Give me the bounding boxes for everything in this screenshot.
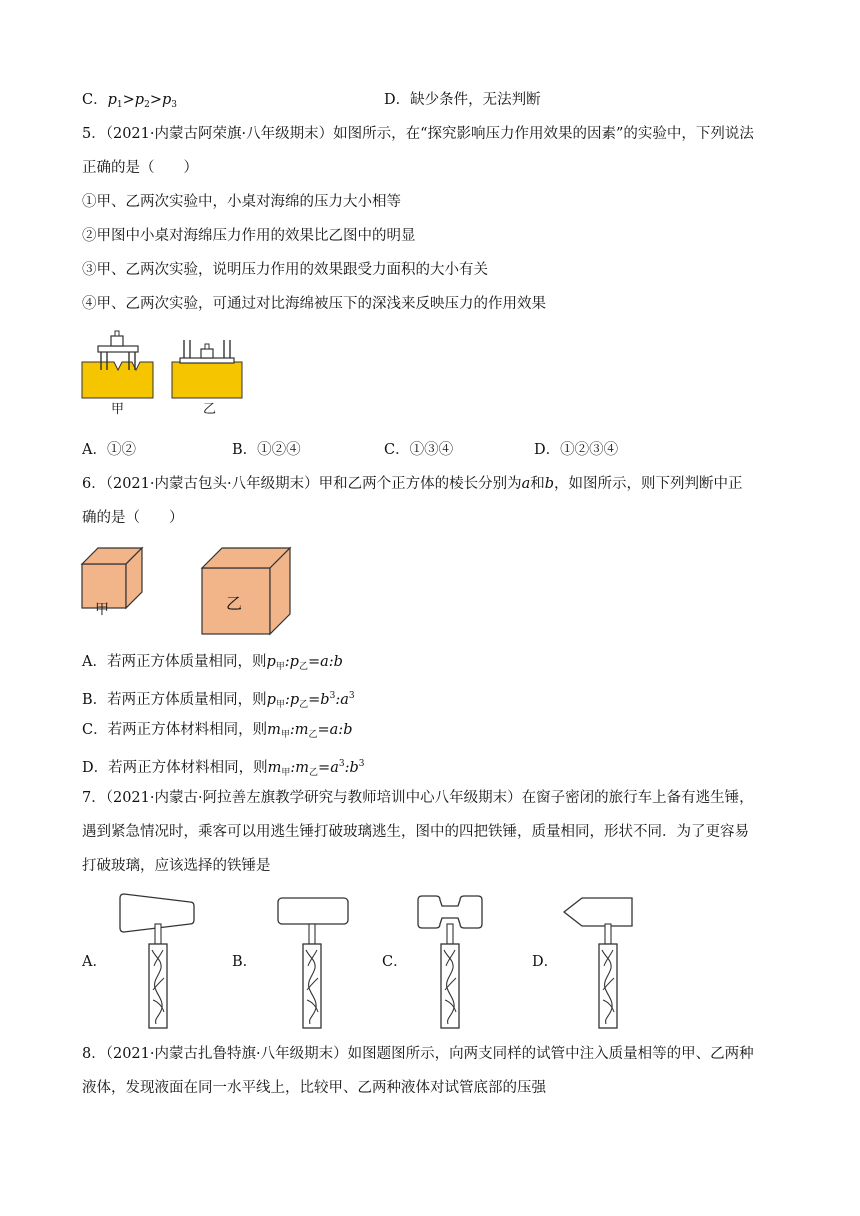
- superscript: 3: [329, 691, 336, 701]
- text: 和: [530, 476, 545, 492]
- q6-figure-cubes: [82, 546, 292, 636]
- cube-yi: [202, 548, 290, 634]
- subscript: 甲: [280, 730, 290, 740]
- superscript: 3: [348, 691, 355, 701]
- subscript: 3: [171, 100, 178, 110]
- option-label: C．: [82, 92, 108, 108]
- q7-option-a: A．: [82, 954, 107, 970]
- q5-statement-3: ③甲、乙两次实验，说明压力作用的效果跟受力面积的大小有关: [82, 262, 488, 278]
- expr: :a: [335, 692, 349, 708]
- var: p: [266, 692, 276, 708]
- subscript: 甲: [281, 768, 291, 778]
- q6-option-a: [82, 652, 343, 677]
- q6-stem-line1: [82, 474, 743, 494]
- var: m: [267, 760, 282, 776]
- q6-cube-label-yi: 乙: [226, 594, 243, 613]
- var-p: p: [134, 92, 145, 108]
- q6-cube-label-jia: 甲: [95, 602, 109, 618]
- hammer-c: [418, 896, 482, 1028]
- subscript: 1: [116, 100, 123, 110]
- expr: :b: [344, 760, 359, 776]
- var: :m: [289, 722, 309, 738]
- q7-stem-line1: 7．（2021·内蒙古·阿拉善左旗教学研究与教师培训中心八年级期末）在窗子密闭的旅行车上备有逃生锤，: [82, 790, 754, 806]
- q5-option-c: C．①③④: [384, 442, 454, 458]
- q7-option-d: D．: [532, 954, 559, 970]
- q7-stem-line2: 遇到紧急情况时，乘客可以用逃生锤打破玻璃逃生，图中的四把铁锤，质量相同，形状不同．为了更容易: [82, 824, 749, 840]
- subscript: 甲: [275, 662, 285, 672]
- q7-stem-line3: 打破玻璃，应该选择的铁锤是: [82, 858, 271, 874]
- q5-figure-sponge-experiments: [80, 328, 250, 398]
- q5-statement-2: ②甲图中小桌对海绵压力作用的效果比乙图中的明显: [82, 228, 416, 244]
- var: :m: [290, 760, 310, 776]
- expr: =a:b: [317, 722, 353, 738]
- expr: =a: [318, 760, 339, 776]
- subscript: 乙: [308, 730, 318, 740]
- subscript: 乙: [298, 662, 308, 672]
- text: D．若两正方体材料相同，则: [82, 760, 268, 776]
- q7-option-b: B．: [232, 954, 258, 970]
- q8-stem-line1: 8．（2021·内蒙古扎鲁特旗·八年级期末）如图题图所示，向两支同样的试管中注入质量相等的甲、乙两种: [82, 1046, 754, 1062]
- q5-stem-line2: 正确的是（ ）: [82, 160, 198, 176]
- q5-statement-1: ①甲、乙两次实验中，小桌对海绵的压力大小相等: [82, 194, 401, 210]
- subscript: 乙: [299, 700, 309, 710]
- q5-option-a: A．①②: [82, 442, 136, 458]
- subscript: 2: [144, 100, 150, 110]
- q7-option-c: C．: [382, 954, 408, 970]
- cube-jia: [82, 548, 142, 608]
- expr: =a:b: [307, 654, 343, 670]
- superscript: 3: [358, 759, 365, 769]
- q4-option-c: [82, 90, 177, 115]
- q7-figure-hammers: [100, 894, 660, 1034]
- text: C．若两正方体材料相同，则: [82, 722, 268, 738]
- q6-option-d: [82, 754, 364, 783]
- q5-stem-line1: 5．（2021·内蒙古阿荣旗·八年级期末）如图所示，在“探究影响压力作用效果的因素”的实验中，下列说法: [82, 126, 754, 142]
- q8-stem-line2: 液体，发现液面在同一水平线上，比较甲、乙两种液体对试管底部的压强: [82, 1080, 546, 1096]
- q6-option-b: [82, 686, 355, 715]
- q6-stem-line2: 确的是（ ）: [82, 510, 184, 526]
- sponge-yi: [172, 340, 242, 398]
- q4-option-d: D．缺少条件，无法判断: [384, 92, 541, 108]
- hammer-b: [278, 898, 348, 1028]
- var: :p: [284, 654, 299, 670]
- sponge-jia: [82, 331, 153, 398]
- operator: >: [149, 92, 162, 108]
- subscript: 甲: [275, 700, 285, 710]
- var: p: [266, 654, 276, 670]
- hammer-a: [120, 894, 194, 1028]
- q5-fig-label-yi: 乙: [203, 402, 217, 417]
- var-p: p: [107, 92, 117, 108]
- expr: =b: [308, 692, 330, 708]
- subscript: 乙: [309, 768, 319, 778]
- q6-option-c: [82, 720, 352, 745]
- text: 6．（2021·内蒙古包头·八年级期末）甲和乙两个正方体的棱长分别为: [82, 476, 522, 492]
- var-p: p: [161, 92, 172, 108]
- q5-fig-label-jia: 甲: [111, 402, 125, 417]
- q5-statement-4: ④甲、乙两次实验，可通过对比海绵被压下的深浅来反映压力的作用效果: [82, 296, 546, 312]
- hammer-d: [564, 898, 632, 1028]
- operator: >: [122, 92, 135, 108]
- text: ，如图所示，则下列判断中正: [554, 476, 743, 492]
- superscript: 3: [338, 759, 345, 769]
- var: m: [267, 722, 281, 738]
- q5-option-d: D．①②③④: [534, 442, 619, 458]
- var-b: b: [544, 476, 555, 492]
- q5-option-b: B．①②④: [232, 442, 301, 458]
- var-a: a: [521, 476, 531, 492]
- text: A．若两正方体质量相同，则: [82, 654, 267, 670]
- text: B．若两正方体质量相同，则: [82, 692, 267, 708]
- var: :p: [284, 692, 300, 708]
